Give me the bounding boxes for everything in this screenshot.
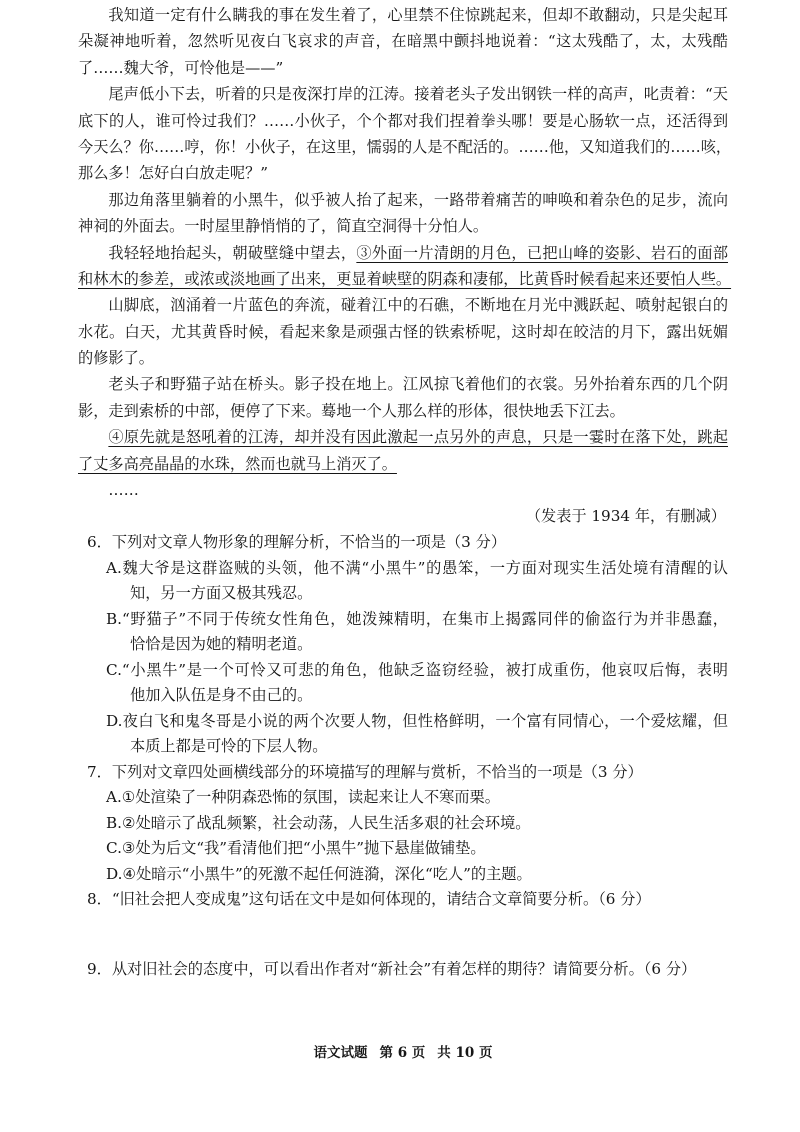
option-line: B.“野猫子”不同于传统女性角色，她泼辣精明，在集市上揭露同伴的偷盗行为并非愚蠢， (106, 609, 728, 628)
option-line: C.“小黑牛”是一个可怜又可悲的角色，他缺乏盗窃经验，被打成重伤，他哀叹后悔，表明 (106, 660, 728, 679)
questions (78, 530, 728, 913)
passage-line (78, 424, 728, 450)
underlined-text-4: 了丈多高亮晶晶的水珠，然而也就马上消灭了。 (78, 454, 397, 473)
underlined-text-4: ④原先就是怒吼着的江涛，却并没有因此激起一点另外的声息，只是一霎时在落下处，跳起 (108, 428, 728, 447)
option-a: A.①处渲染了一种阴森恐怖的氛围，读起来让人不寒而栗。 (106, 788, 500, 806)
question-9-stem: 9．从对旧社会的态度中，可以看出作者对“新社会”有着怎样的期待？请简要分析。（6 分） (87, 960, 697, 978)
underlined-text-3: ③外面一片清朗的月色，已把山峰的姿影、岩石的面部 (356, 243, 729, 262)
page-footer (0, 1042, 800, 1064)
option-d: D.④处暗示“小黑牛”的死激不起任何涟漪，深化“吃人”的主题。 (106, 864, 532, 883)
passage-line: 今天么？你……哼，你！小伙子，在这里，懦弱的人是不配活的。……他，又知道我们的……咳， (78, 137, 732, 156)
question-8 (78, 887, 728, 913)
option-line: D.夜白飞和鬼冬哥是小说的两个次要人物，但性格鲜明，一个富有同情心，一个爱炫耀，但 (106, 711, 728, 730)
option-b (78, 607, 728, 658)
option-c (78, 658, 728, 709)
passage-line: 朵凝神地听着，忽然听见夜白飞哀求的声音，在暗黑中颤抖地说着：“这太残酷了，太，太残酷 (78, 32, 728, 51)
passage-line: 水花。白天，尤其黄昏时候，看起来象是顽强古怪的铁索桥呢，这时却在皎洁的月下，露出妩媚 (78, 322, 728, 341)
option-c: C.③处为后文“我”看清他们把“小黑牛”抛下悬崖做铺垫。 (106, 839, 486, 857)
passage-line: 山脚底，汹涌着一片蓝色的奔流，碰着江中的石礁，不断地在月光中溅跃起、喷射起银白的 (108, 296, 728, 315)
option-d (78, 709, 728, 760)
underlined-text-3: 和林木的参差，或浓或淡地画了出来，更显着峡壁的阴森和凄郁，比黄昏时候看起来还要怕人些。 (78, 269, 732, 288)
passage-line: 底下的人，谁可怜过我们？……小伙子，个个都对我们捏着拳头哪！要是心肠软一点，还活得到 (78, 111, 728, 130)
passage-line: 老头子和野猫子站在桥头。影子投在地上。江风掠飞着他们的衣裳。另外抬着东西的几个阴 (108, 375, 728, 394)
source-note: （发表于 1934 年，有删减） (525, 507, 726, 526)
passage-line: 影，走到索桥的中部，便停了下来。蓦地一个人那么样的形体，很快地丢下江去。 (78, 401, 625, 420)
question-6-stem: 6．下列对文章人物形象的理解分析，不恰当的一项是（3 分） (87, 533, 507, 551)
paragraph-1 (78, 2, 728, 81)
passage-line (78, 240, 728, 266)
passage-line (78, 451, 728, 477)
question-6 (78, 530, 728, 760)
footer-page-total: 共 10 页 (437, 1045, 493, 1061)
passage-text: 我轻轻地抬起头，朝破壁缝中望去， (108, 243, 357, 262)
paragraph-7 (78, 424, 728, 477)
omission-mark: …… (108, 481, 139, 500)
option-line: 本质上都是可怜的下层人物。 (130, 737, 328, 755)
passage-line: 尾声低小下去，听着的只是夜深打岸的江涛。接着老头子发出钢铁一样的高声，叱责着：“天 (108, 85, 728, 104)
paragraph-4 (78, 240, 732, 293)
option-a (78, 556, 728, 607)
paragraph-2 (78, 81, 732, 187)
passage-line: 了……魏大爷，可怜他是——” (78, 58, 284, 77)
paragraph-3 (78, 187, 728, 240)
option-line: A.魏大爷是这群盗贼的头领，他不满“小黑牛”的愚笨，一方面对现实生活处境有清醒的认 (106, 558, 728, 577)
paragraph-5 (78, 292, 728, 371)
option-line: 知，另一方面又极其残忍。 (130, 584, 313, 602)
option-line: 他加入队伍是身不由己的。 (130, 686, 313, 704)
reading-passage (78, 2, 732, 530)
question-7 (78, 760, 728, 888)
footer-page-number: 第 6 页 (379, 1045, 426, 1061)
question-8-stem: 8．“旧社会把人变成鬼”这句话在文中是如何体现的，请结合文章简要分析。（6 分） (87, 890, 651, 908)
passage-line (78, 266, 732, 292)
paragraph-6 (78, 371, 728, 424)
option-line: 恰恰是因为她的精明老道。 (130, 635, 313, 653)
passage-line: 神祠的外面去。一时屋里静悄悄的了，简直空洞得十分怕人。 (78, 217, 489, 236)
passage-line: 那么多！怎好白白放走呢？” (78, 164, 269, 183)
passage-line: 那边角落里躺着的小黑牛，似乎被人抬了起来，一路带着痛苦的呻唤和着杂色的足步，流向 (108, 190, 728, 209)
question-7-stem: 7．下列对文章四处画横线部分的环境描写的理解与赏析，不恰当的一项是（3 分） (87, 762, 643, 781)
footer-subject: 语文试题 (313, 1045, 368, 1061)
passage-line: 我知道一定有什么瞒我的事在发生着了，心里禁不住惊跳起来，但却不敢翻动，只是尖起耳 (108, 6, 728, 24)
passage-line: 的修影了。 (78, 349, 154, 368)
option-b: B.②处暗示了战乱频繁，社会动荡，人民生活多艰的社会环境。 (106, 813, 531, 832)
